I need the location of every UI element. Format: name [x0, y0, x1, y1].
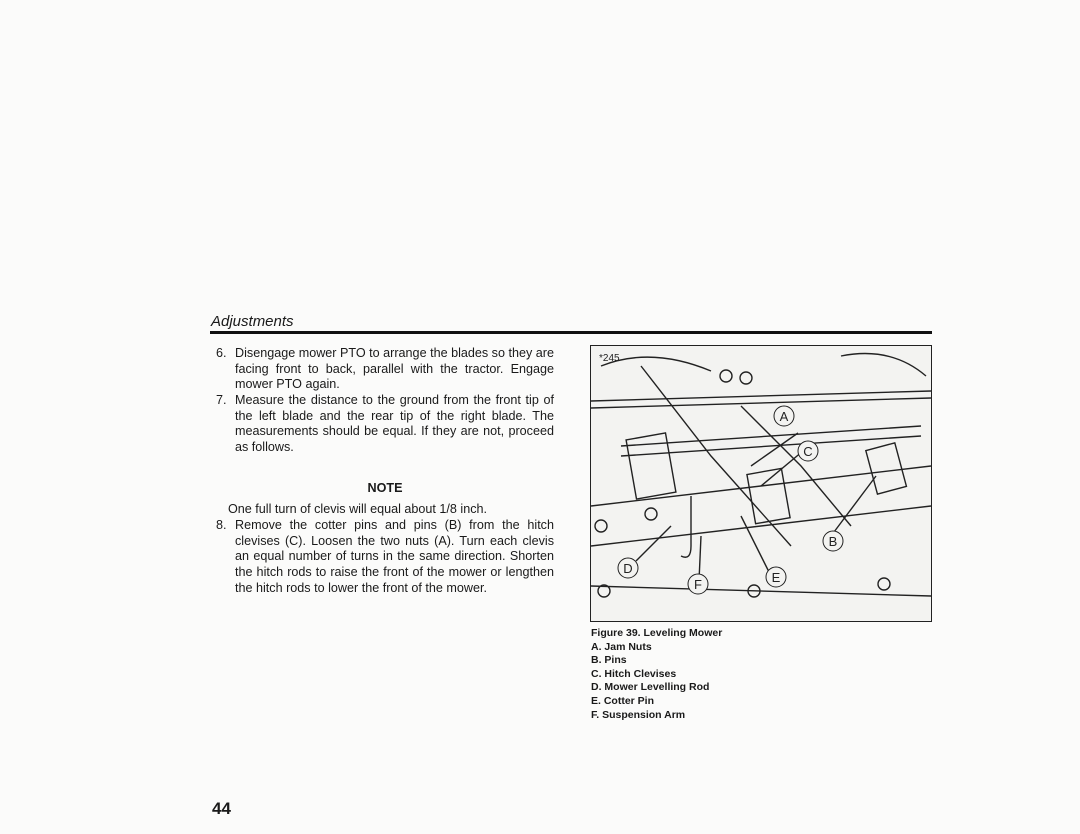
mower-illustration: [591, 346, 931, 621]
figure-caption: [591, 627, 722, 722]
callout-e-label: E: [771, 570, 781, 585]
callout-f-label: F: [694, 577, 702, 592]
page-number: 44: [212, 799, 231, 818]
note-text: One full turn of clevis will equal about 1/8 inch.: [228, 502, 488, 516]
legend-item: D. Mower Levelling Rod: [591, 681, 710, 694]
legend-item: A. Jam Nuts: [591, 640, 652, 653]
figure-leveling-mower: [590, 345, 932, 622]
callout-d-label: D: [623, 561, 633, 576]
step-text: Measure the distance to the ground from the front tip of the left blade and the rear tip of the right blade. The measurements should be equal. If they are not, proceed as follows.: [235, 393, 554, 455]
heading-rule: [210, 331, 932, 334]
step-number: 7.: [216, 393, 227, 407]
legend-item: C. Hitch Clevises: [591, 667, 677, 680]
step-text: Remove the cotter pins and pins (B) from the hitch clevises (C). Loosen the two nuts (A). Turn each clevis an equal number of turns in the same direction. Shorten the hitch rods to raise the front of the mower or lengthen the hitch rods to lower the front of the mower.: [235, 518, 554, 595]
step-7: [216, 393, 554, 456]
callout-a-label: A: [779, 409, 789, 424]
caption-title: Figure 39. Leveling Mower: [591, 627, 723, 639]
figure-id-label: *245: [599, 353, 620, 364]
legend-item: B. Pins: [591, 654, 627, 667]
legend-item: E. Cotter Pin: [591, 694, 655, 707]
step-number: 6.: [216, 346, 227, 360]
note-heading: NOTE: [367, 481, 403, 495]
step-8: [216, 518, 554, 597]
callout-c-label: C: [803, 444, 813, 459]
step-number: 8.: [216, 518, 227, 532]
section-title: Adjustments: [211, 313, 294, 330]
step-text: Disengage mower PTO to arrange the blades so they are facing front to back, parallel with the tractor. Engage mower PTO again.: [235, 346, 554, 392]
legend-item: F. Suspension Arm: [591, 708, 686, 721]
callout-b-label: B: [828, 534, 838, 549]
step-6: [216, 346, 554, 393]
